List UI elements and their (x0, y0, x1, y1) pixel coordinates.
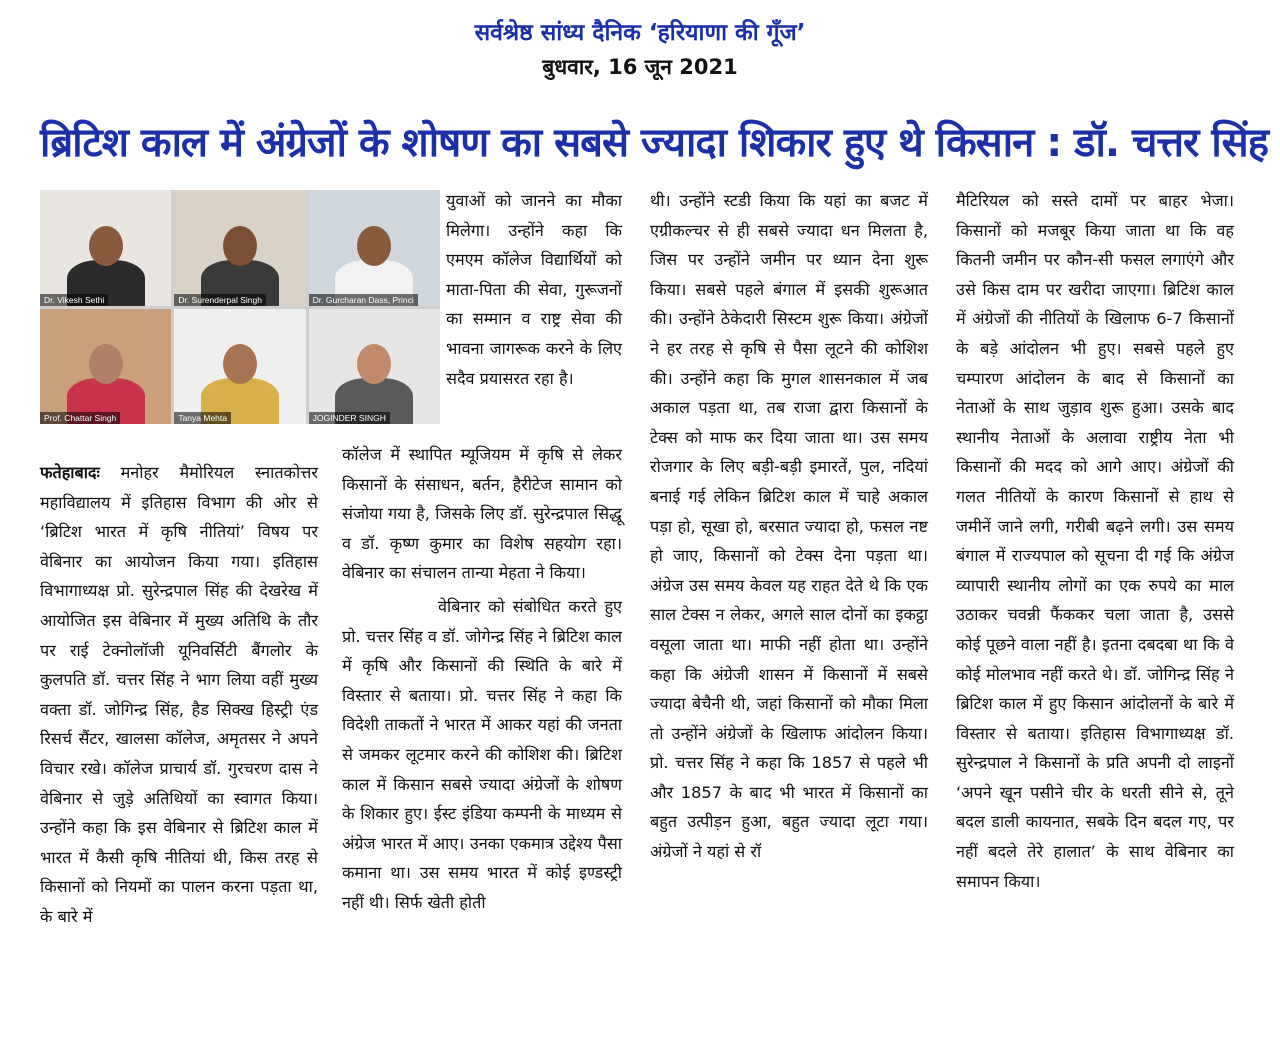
dateline: फतेहाबादः (40, 463, 100, 482)
tile-caption: JOGINDER SINGH (309, 412, 390, 424)
column-2 (342, 440, 622, 918)
video-tile (309, 190, 440, 306)
col4-paragraph: मैटिरियल को सस्ते दामों पर बाहर भेजा। किसानों को मजबूर किया जाता था कि वह कितनी जमीन पर कौन-सी फसल लगाएंगे और उसे किस दाम पर खरीदा जाएगा। ब्रिटिश काल में अंग्रेजों की नीतियों के खिलाफ 6-7 किसानों के बड़े आंदोलन भी हुए। सबसे पहले हुए चम्पारण आंदोलन के बाद से किसानों का नेताओं के साथ जुड़ाव शुरू हुआ। उसके बाद स्थानीय नेताओं के अलावा राष्ट्रीय नेता भी किसानों की मदद को आगे आए। अंग्रेजों की गलत नीतियों के कारण किसानों से हाथ से जमीनें जाने लगी, गरीबी बढ़ने लगी। उस समय बंगाल में राज्यपाल को सूचना दी गई कि अंग्रेज व्यापारी स्थानीय लोगों का एक रुपये का माल उठाकर चवन्नी फैंककर चला जाता है, उससे कोई पूछने वाला नहीं है। इतना दबदबा था कि वे कोई मोलभाव नहीं करते थे। डॉ. जोगिन्द्र सिंह ने ब्रिटिश काल में हुए किसान आंदोलनों के बारे में विस्तार से बताया। इतिहास विभागाध्यक्ष डॉ. सुरेन्द्रपाल ने किसानों के प्रति अपनी दो लाइनों ‘अपने खून पसीने चीर के धरती सीने से, तूने बदल डाली कायनात, सबके दिन बदल गए, पर नहीं बदले तेरे हालात’ के साथ वेबिनार का समापन किया। (956, 191, 1234, 891)
webinar-screenshot-photo (40, 190, 440, 424)
video-tile (40, 190, 171, 306)
column-4 (956, 186, 1234, 896)
person-head (357, 344, 391, 384)
video-tile (174, 190, 305, 306)
col2-paragraph-2: कॉलेज में स्थापित म्यूजियम में कृषि से लेकर किसानों के संसाधन, बर्तन, हैरीटेज सामान को संजोया गया है, जिसके लिए डॉ. सुरेन्द्रपाल सिद्धू व डॉ. कृष्ण कुमार का विशेष सहयोग रहा। वेबिनार का संचालन तान्या मेहता ने किया। (342, 445, 622, 583)
video-tile (174, 309, 305, 425)
video-tile (309, 309, 440, 425)
person-head (223, 344, 257, 384)
paper-name: सर्वश्रेष्ठ सांध्य दैनिक ‘हरियाणा की गूँज’ (474, 20, 806, 46)
tile-caption: Tanya Mehta (174, 412, 231, 424)
person-head (89, 226, 123, 266)
person-head (89, 344, 123, 384)
col3-paragraph: थी। उन्होंने स्टडी किया कि यहां का बजट में एग्रीकल्चर से ही सबसे ज्यादा धन मिलता है, जिस पर उन्होंने जमीन पर ध्यान देना शुरू किया। सबसे पहले बंगाल में इसकी शुरूआत की। उन्होंने ठेकेदारी सिस्टम शुरू किया। अंग्रेजों ने हर तरह से कृषि से पैसा लूटने की कोशिश की। उन्होंने कहा कि मुगल शासनकाल में जब अकाल पड़ता था, तब राजा द्वारा किसानों के टेक्स को माफ कर दिया जाता था। उस समय रोजगार के लिए बड़ी-बड़ी इमारतें, पुल, नदियां बनाई गई लेकिन ब्रिटिश काल में चाहे अकाल पड़ा हो, सूखा हो, बरसात ज्यादा हो, फसल नष्ट हो जाए, किसानों को टेक्स देना पड़ता था। अंग्रेज उस समय केवल यह राहत देते थे कि एक साल टेक्स न लेकर, अगले साल दोनों का इकट्ठा वसूला जाता था। माफी नहीं होता था। उन्होंने कहा कि अंग्रेजी शासन में किसानों में सबसे ज्यादा बेचैनी थी, जहां किसानों को मौका मिला तो उन्होंने अंग्रेजों के खिलाफ आंदोलन किया। प्रो. चत्तर सिंह ने कहा कि 1857 से पहले भी और 1857 के बाद भी भारत में किसानों का बहुत उत्पीड़न हुआ, बहुत ज्यादा लूटा गया। अंग्रेजों ने यहां से रॉ (650, 191, 928, 862)
tile-caption: Prof. Chattar Singh (40, 412, 120, 424)
tile-caption: Dr. Gurcharan Dass, Princi (309, 294, 418, 306)
lead-paragraph (40, 458, 318, 932)
col2-paragraph-3: वेबिनार को संबोधित करते हुए प्रो. चत्तर सिंह व डॉ. जोगेन्द्र सिंह ने ब्रिटिश काल में कृषि और किसानों की स्थिति के बारे में विस्तार से बताया। प्रो. चत्तर सिंह ने कहा कि विदेशी ताकतों ने भारत में आकर यहां की जनता से जमकर लूटमार करने की कोशिश की। ब्रिटिश काल में किसान सबसे ज्यादा अंग्रेजों के शोषण के शिकार हुए। ईस्ट इंडिया कम्पनी के माध्यम से अंग्रेज भारत में आए। उनका एकमात्र उद्देश्य पैसा कमाना था। उस समय भारत में कोई इण्डस्ट्री नहीं थी। सिर्फ खेती होती (342, 596, 622, 912)
tile-caption: Dr. Vikesh Sethi (40, 294, 108, 306)
person-head (357, 226, 391, 266)
person-head (223, 226, 257, 266)
lead-text: मनोहर मैमोरियल स्नातकोत्तर महाविद्यालय में इतिहास विभाग की ओर से ‘ब्रिटिश भारत में कृषि नीतियां’ विषय पर वेबिनार का आयोजन किया गया। इतिहास विभागाध्यक्ष प्रो. सुरेन्द्रपाल सिंह की देखरेख में आयोजित इस वेबिनार में मुख्य अतिथि के तौर पर राई टेक्नोलॉजी यूनिवर्सिटी बैंगलोर के कुलपति डॉ. चत्तर सिंह ने भाग लिया वहीं मुख्य वक्ता डॉ. जोगिन्द्र सिंह, हैड सिक्ख हिस्ट्री एंड रिसर्च सैंटर, खालसा कॉलेज, अमृतसर ने अपने विचार रखे। कॉलेज प्राचार्य डॉ. गुरचरण दास ने वेबिनार से जुड़े अतिथियों का स्वागत किया। उन्होंने कहा कि इस वेबिनार से ब्रिटिश काल में भारत में कैसी कृषि नीतियां थी, किस तरह से किसानों को नियमों का पालन करना पड़ता था, के बारे में (40, 463, 318, 926)
tile-caption: Dr. Surenderpal Singh (174, 294, 266, 306)
column-1 (40, 458, 318, 932)
col2-top-paragraph: युवाओं को जानने का मौका मिलेगा। उन्होंने कहा कि एमएम कॉलेज विद्यार्थियों को माता-पिता की सेवा, गुरूजनों का सम्मान व राष्ट्र सेवा की भावना जागरूक करने के लिए सदैव प्रयासरत रहा है। (446, 191, 622, 388)
headline: ब्रिटिश काल में अंग्रेजों के शोषण का सबसे ज्यादा शिकार हुए थे किसान : डॉ. चत्तर सिंह (40, 120, 1268, 166)
column-2-top (446, 186, 622, 393)
column-3 (650, 186, 928, 867)
publication-date: बुधवार, 16 जून 2021 (542, 55, 738, 79)
video-tile (40, 309, 171, 425)
masthead (0, 18, 1280, 82)
